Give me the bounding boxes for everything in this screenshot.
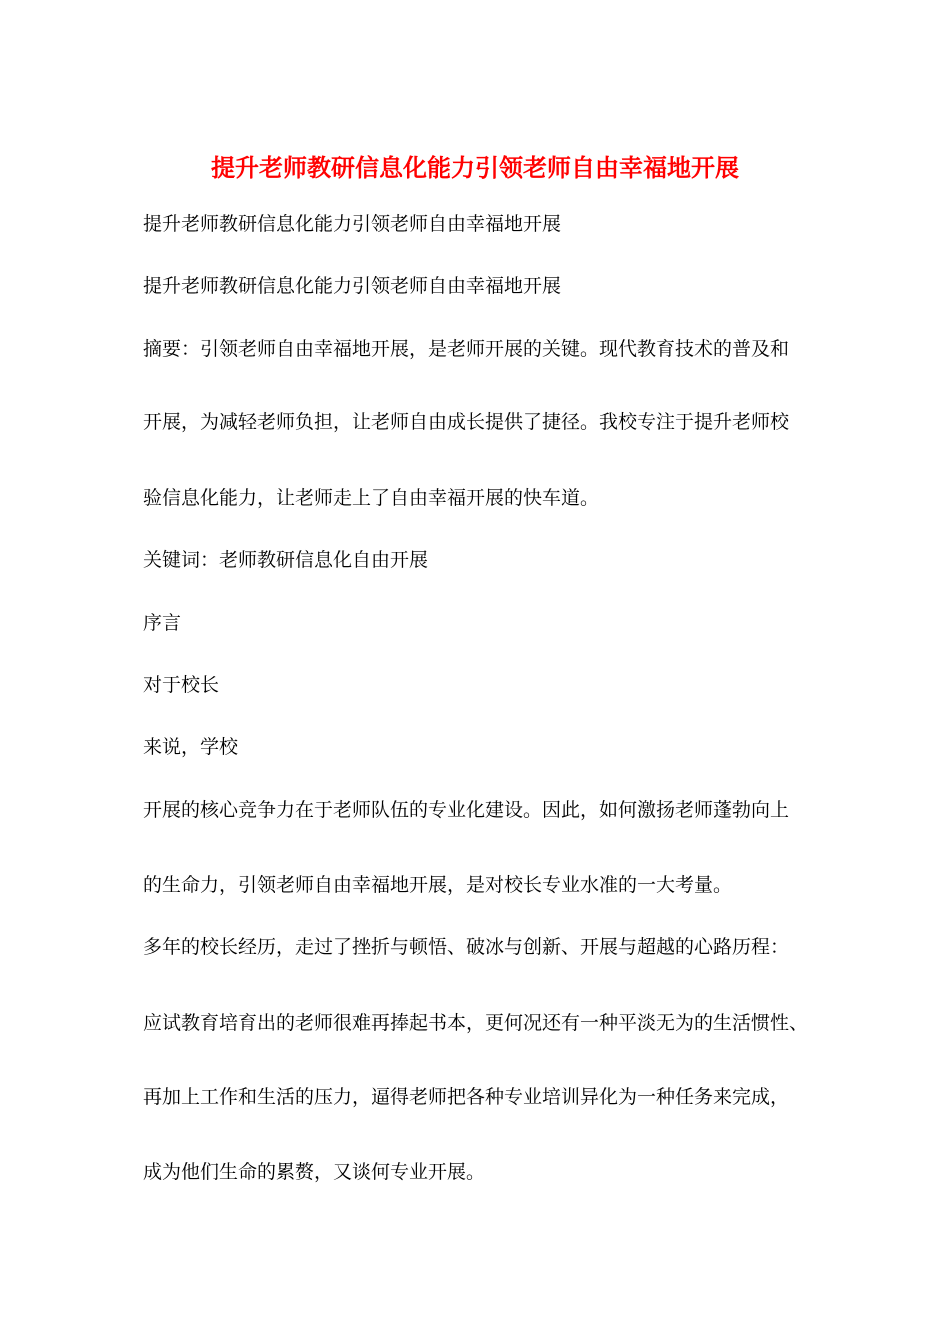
document-title: 提升老师教研信息化能力引领老师自由幸福地开展 <box>211 153 739 182</box>
paragraph-line: 关键词：老师教研信息化自由开展 <box>143 549 429 571</box>
paragraph-line: 对于校长 <box>143 674 220 696</box>
paragraph-line: 序言 <box>143 612 182 634</box>
paragraph-line: 开展的核心竞争力在于老师队伍的专业化建设。因此，如何激扬老师蓬勃向上 <box>143 799 790 821</box>
paragraph-line: 多年的校长经历，走过了挫折与顿悟、破冰与创新、开展与超越的心路历程： <box>143 936 790 958</box>
paragraph-line: 验信息化能力，让老师走上了自由幸福开展的快车道。 <box>143 487 600 509</box>
paragraph-line: 开展，为减轻老师负担，让老师自由成长提供了捷径。我校专注于提升老师校 <box>143 411 790 433</box>
paragraph-line: 提升老师教研信息化能力引领老师自由幸福地开展 <box>143 213 562 235</box>
paragraph-line: 提升老师教研信息化能力引领老师自由幸福地开展 <box>143 275 562 297</box>
paragraph-line: 摘要：引领老师自由幸福地开展，是老师开展的关键。现代教育技术的普及和 <box>143 338 790 360</box>
paragraph-line: 的生命力，引领老师自由幸福地开展，是对校长专业水准的一大考量。 <box>143 874 733 896</box>
paragraph-line: 来说，学校 <box>143 736 239 758</box>
paragraph-line: 成为他们生命的累赘，又谈何专业开展。 <box>143 1161 486 1183</box>
paragraph-line: 再加上工作和生活的压力，逼得老师把各种专业培训异化为一种任务来完成， <box>143 1086 790 1108</box>
paragraph-line: 应试教育培育出的老师很难再捧起书本，更何况还有一种平淡无为的生活惯性、 <box>143 1012 809 1034</box>
